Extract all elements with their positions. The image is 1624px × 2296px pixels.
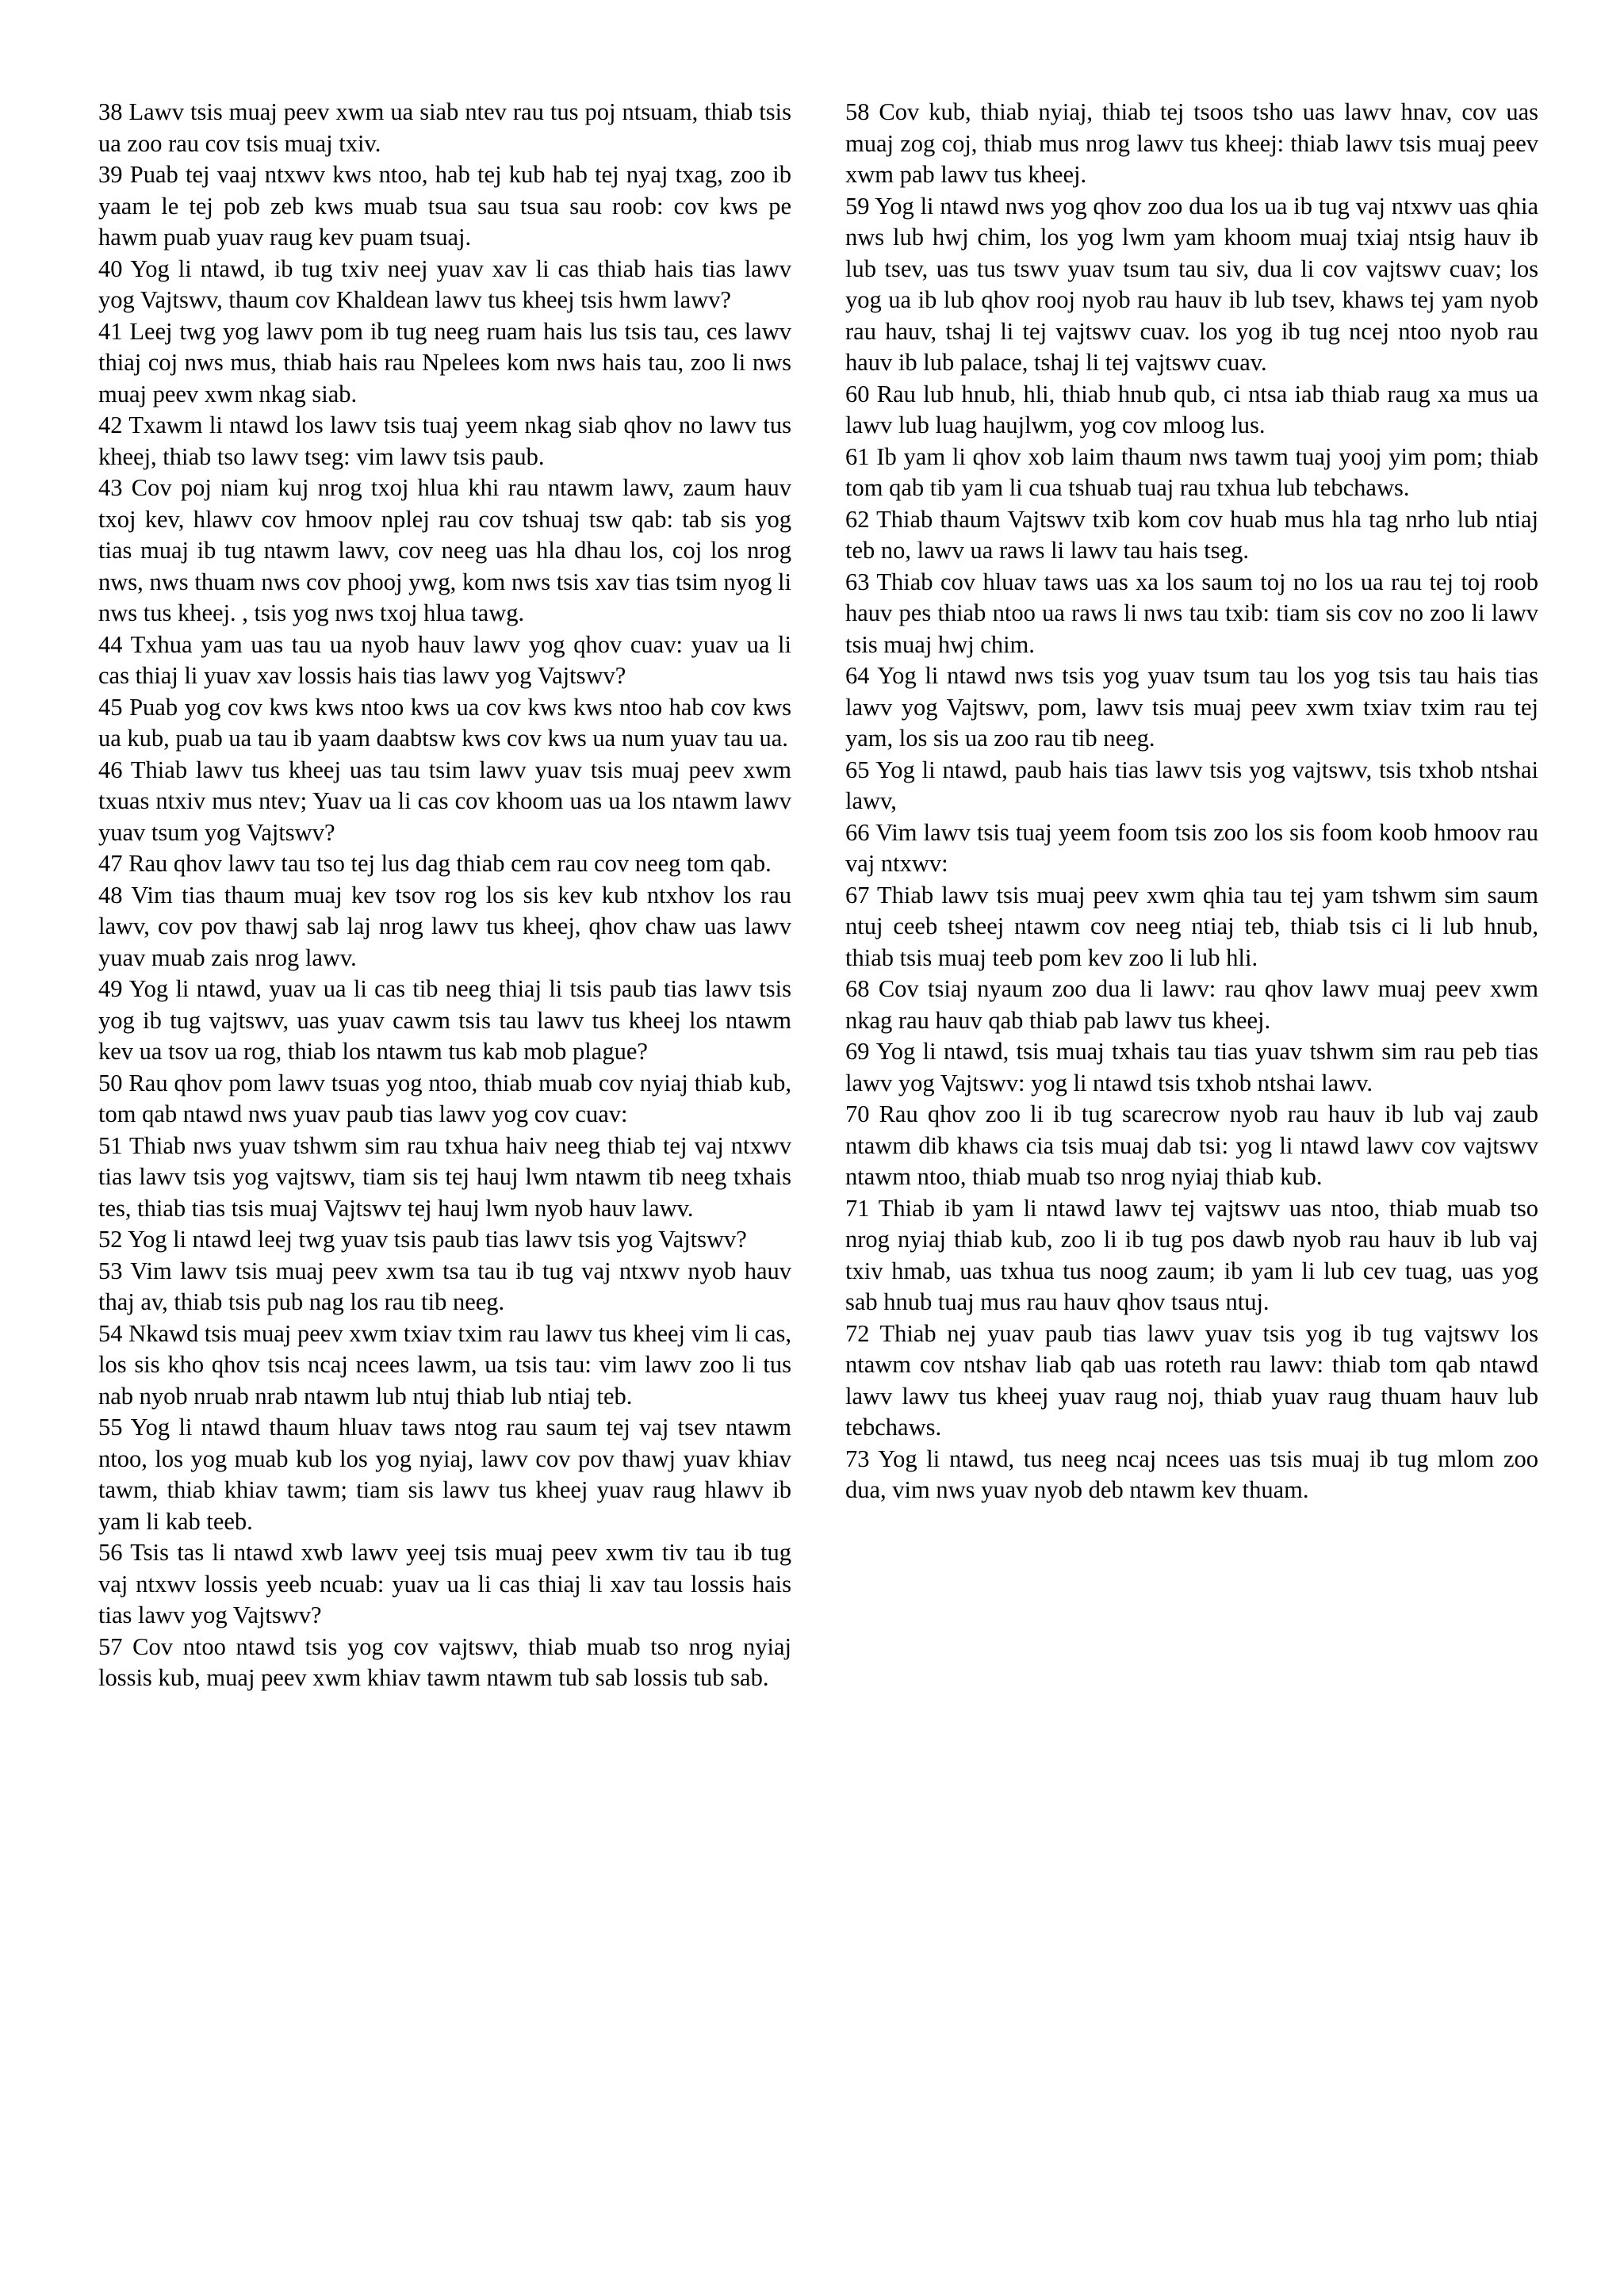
left-column: [98, 97, 791, 1694]
verse-64: 64 Yog li ntawd nws tsis yog yuav tsum tau los yog tsis tau hais tias lawv yog Vajtswv, pom, lawv tsis muaj peev xwm txiav txim rau tej yam, los sis ua zoo rau tib neeg.: [845, 662, 1538, 752]
verse-62: 62 Thiab thaum Vajtswv txib kom cov huab mus hla tag nrho lub ntiaj teb no, lawv ua raws li lawv tau hais tseg.: [845, 505, 1538, 564]
verse-51: 51 Thiab nws yuav tshwm sim rau txhua haiv neeg thiab tej vaj ntxwv tias lawv tsis yog vajtswv, tiam sis tej hauj lwm ntawm tib neeg txhais tes, thiab tias tsis muaj Vajtswv tej hauj lwm nyob hauv lawv.: [98, 1131, 791, 1222]
verse-46: 46 Thiab lawv tus kheej uas tau tsim lawv yuav tsis muaj peev xwm txuas ntxiv mus ntev; Yuav ua li cas cov khoom uas ua los ntawm lawv yuav tsum yog Vajtswv?: [98, 756, 791, 846]
right-column: [845, 97, 1538, 1506]
verse-71: 71 Thiab ib yam li ntawd lawv tej vajtswv uas ntoo, thiab muab tso nrog nyiaj thiab kub, zoo li ib tug pos dawb nyob rau hauv ib lub vaj txiv hmab, uas txhua tus noog zaum; ib yam li lub cev tuag, uas yog sab hnub tuaj mus rau hauv qhov tsaus ntuj.: [845, 1194, 1538, 1315]
verse-39: 39 Puab tej vaaj ntxwv kws ntoo, hab tej kub hab tej nyaj txag, zoo ib yaam le tej pob zeb kws muab tsua sau tsua sau roob: cov kws pe hawm puab yuav raug kev puam tsuaj.: [98, 161, 791, 251]
verse-72: 72 Thiab nej yuav paub tias lawv yuav tsis yog ib tug vajtswv los ntawm cov ntshav liab qab uas roteth rau lawv: thiab tom qab ntawd lawv lawv tus kheej yuav raug noj, thiab yuav raug thuam hauv lub tebchaws.: [845, 1319, 1538, 1441]
verse-53: 53 Vim lawv tsis muaj peev xwm tsa tau ib tug vaj ntxwv nyob hauv thaj av, thiab tsis pub nag los rau tib neeg.: [98, 1257, 791, 1315]
verse-69: 69 Yog li ntawd, tsis muaj txhais tau tias yuav tshwm sim rau peb tias lawv yog Vajtswv: yog li ntawd tsis txhob ntshai lawv.: [845, 1038, 1538, 1096]
verse-40: 40 Yog li ntawd, ib tug txiv neej yuav xav li cas thiab hais tias lawv yog Vajtswv, thaum cov Khaldean lawv tus kheej tsis hwm lawv?: [98, 254, 791, 313]
verse-58: 58 Cov kub, thiab nyiaj, thiab tej tsoos tsho uas lawv hnav, cov uas muaj zog coj, thiab mus nrog lawv tus kheej: thiab lawv tsis muaj peev xwm pab lawv tus kheej.: [845, 98, 1538, 188]
verse-56: 56 Tsis tas li ntawd xwb lawv yeej tsis muaj peev xwm tiv tau ib tug vaj ntxwv lossis yeeb ncuab: yuav ua li cas thiaj li xav tau lossis hais tias lawv yog Vajtswv?: [98, 1539, 791, 1628]
verse-42: 42 Txawm li ntawd los lawv tsis tuaj yeem nkag siab qhov no lawv tus kheej, thiab tso lawv tseg: vim lawv tsis paub.: [98, 411, 791, 470]
verse-45: 45 Puab yog cov kws kws ntoo kws ua cov kws kws ntoo hab cov kws ua kub, puab ua tau ib yaam daabtsw kws cov kws ua num yuav tau ua.: [98, 693, 791, 752]
verse-54: 54 Nkawd tsis muaj peev xwm txiav txim rau lawv tus kheej vim li cas, los sis kho qhov tsis ncaj ncees lawm, ua tsis tau: vim lawv zoo li tus nab nyob nruab nrab ntawm lub ntuj thiab lub ntiaj teb.: [98, 1319, 791, 1410]
verse-60: 60 Rau lub hnub, hli, thiab hnub qub, ci ntsa iab thiab raug xa mus ua lawv lub luag haujlwm, yog cov mloog lus.: [845, 380, 1538, 438]
verse-67: 67 Thiab lawv tsis muaj peev xwm qhia tau tej yam tshwm sim saum ntuj ceeb tsheej ntawm cov neeg ntiaj teb, thiab tsis ci li lub hnub, thiab tsis muaj teeb pom kev zoo li lub hli.: [845, 881, 1538, 971]
verse-61: 61 Ib yam li qhov xob laim thaum nws tawm tuaj yooj yim pom; thiab tom qab tib yam li cua tshuab tuaj rau txhua lub tebchaws.: [845, 442, 1538, 501]
verse-65: 65 Yog li ntawd, paub hais tias lawv tsis yog vajtswv, tsis txhob ntshai lawv,: [845, 756, 1538, 814]
verse-43: 43 Cov poj niam kuj nrog txoj hlua khi rau ntawm lawv, zaum hauv txoj kev, hlawv cov hmoov nplej rau cov tshuaj tsw qab: tab sis yog tias muaj ib tug ntawm lawv, cov neeg uas hla dhau los, coj los nrog nws, nws thuam nws cov phooj ywg, kom nws tsis xav tias tsim nyog li nws tus kheej. , tsis yog nws txoj hlua tawg.: [98, 474, 791, 626]
verse-38: 38 Lawv tsis muaj peev xwm ua siab ntev rau tus poj ntsuam, thiab tsis ua zoo rau cov tsis muaj txiv.: [98, 98, 791, 157]
verse-47: 47 Rau qhov lawv tau tso tej lus dag thiab cem rau cov neeg tom qab.: [98, 850, 772, 877]
verse-48: 48 Vim tias thaum muaj kev tsov rog los sis kev kub ntxhov los rau lawv, cov pov thawj sab laj nrog lawv tus kheej, qhov chaw uas lawv yuav muab zais nrog lawv.: [98, 881, 791, 971]
verse-70: 70 Rau qhov zoo li ib tug scarecrow nyob rau hauv ib lub vaj zaub ntawm dib khaws cia tsis muaj dab tsi: yog li ntawd lawv cov vajtswv ntawm ntoo, thiab muab tso nrog nyiaj thiab kub.: [845, 1100, 1538, 1190]
verse-44: 44 Txhua yam uas tau ua nyob hauv lawv yog qhov cuav: yuav ua li cas thiaj li yuav xav lossis hais tias lawv yog Vajtswv?: [98, 630, 791, 689]
verse-57: 57 Cov ntoo ntawd tsis yog cov vajtswv, thiab muab tso nrog nyiaj lossis kub, muaj peev xwm khiav tawm ntawm tub sab lossis tub sab.: [98, 1632, 791, 1691]
verse-41: 41 Leej twg yog lawv pom ib tug neeg ruam hais lus tsis tau, ces lawv thiaj coj nws mus, thiab hais rau Npelees kom nws hais tau, zoo li nws muaj peev xwm nkag siab.: [98, 317, 791, 408]
verse-59: 59 Yog li ntawd nws yog qhov zoo dua los ua ib tug vaj ntxwv uas qhia nws lub hwj chim, los yog lwm yam khoom muaj txiaj ntsig hauv ib lub tsev, uas tus tswv yuav tsum tau siv, dua li cov vajtswv cuav; los yog ua ib lub qhov rooj nyob rau hauv ib lub tsev, khaws tej yam nyob rau hauv, tshaj li tej vajtswv cuav. los yog ib tug ncej ntoo nyob rau hauv ib lub palace, tshaj li tej vajtswv cuav.: [845, 192, 1538, 376]
verse-50: 50 Rau qhov pom lawv tsuas yog ntoo, thiab muab cov nyiaj thiab kub, tom qab ntawd nws yuav paub tias lawv yog cov cuav:: [98, 1069, 791, 1127]
verse-55: 55 Yog li ntawd thaum hluav taws ntog rau saum tej vaj tsev ntawm ntoo, los yog muab kub los yog nyiaj, lawv cov pov thawj yuav khiav tawm, thiab khiav tawm; tiam sis lawv tus kheej yuav raug hlawv ib yam li kab teeb.: [98, 1414, 791, 1535]
verse-66: 66 Vim lawv tsis tuaj yeem foom tsis zoo los sis foom koob hmoov rau vaj ntxwv:: [845, 818, 1538, 877]
verse-63: 63 Thiab cov hluav taws uas xa los saum toj no los ua rau tej toj roob hauv pes thiab ntoo ua raws li nws tau txib: tiam sis cov no zoo li lawv tsis muaj hwj chim.: [845, 568, 1538, 658]
verse-73: 73 Yog li ntawd, tus neeg ncaj ncees uas tsis muaj ib tug mlom zoo dua, vim nws yuav nyob deb ntawm kev thuam.: [845, 1445, 1538, 1503]
verse-68: 68 Cov tsiaj nyaum zoo dua li lawv: rau qhov lawv muaj peev xwm nkag rau hauv qab thiab pab lawv tus kheej.: [845, 975, 1538, 1034]
verse-52: 52 Yog li ntawd leej twg yuav tsis paub tias lawv tsis yog Vajtswv?: [98, 1226, 747, 1253]
verse-49: 49 Yog li ntawd, yuav ua li cas tib neeg thiaj li tsis paub tias lawv tsis yog ib tug vajtswv, uas yuav cawm tsis tau lawv tus kheej los ntawm kev ua tsov ua rog, thiab los ntawm tus kab mob plague?: [98, 975, 791, 1065]
